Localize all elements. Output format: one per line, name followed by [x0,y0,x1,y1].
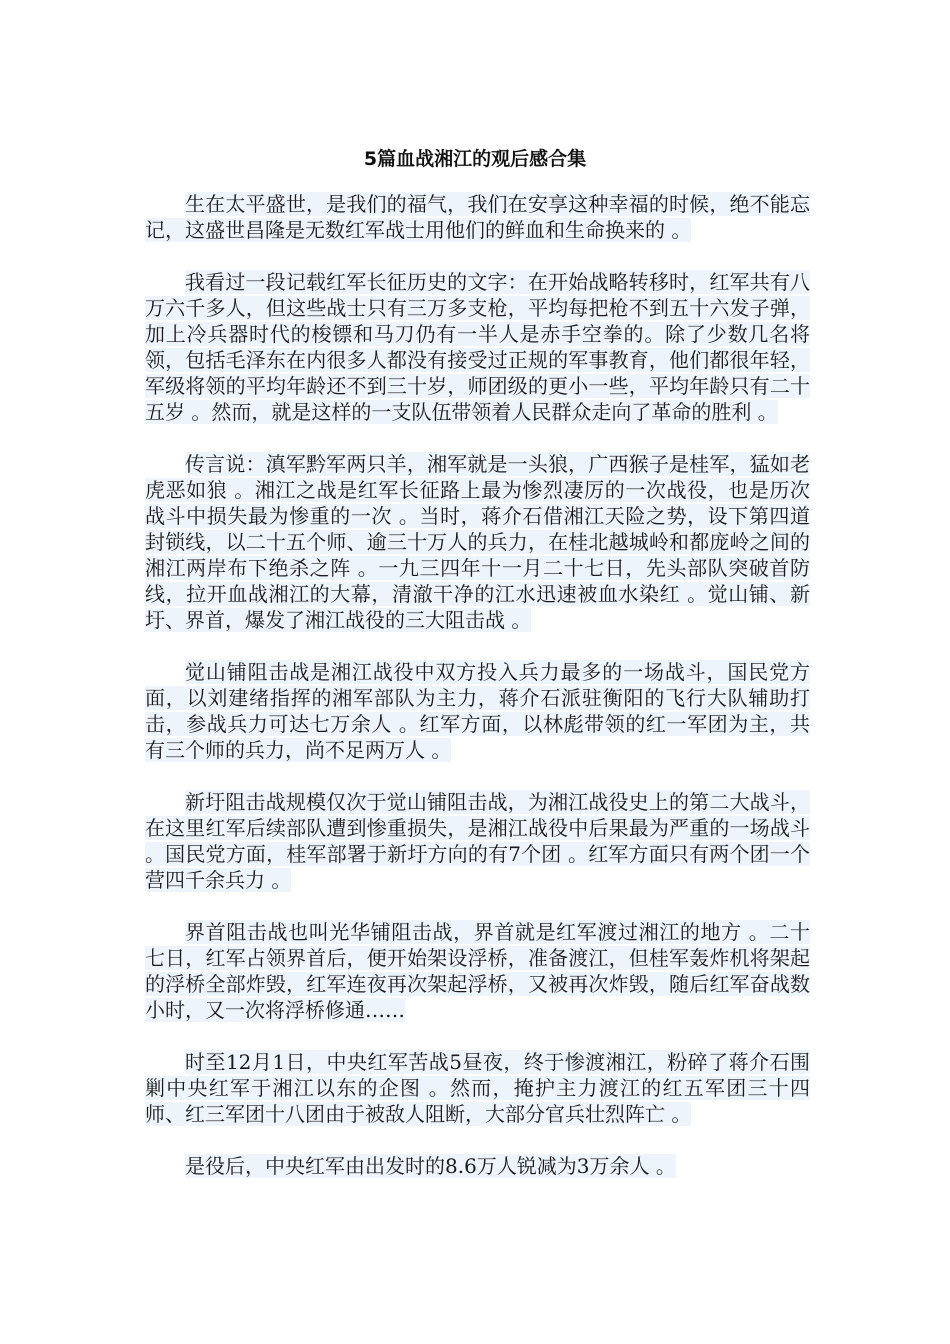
paragraph-6 [145,919,810,1023]
paragraph-5 [145,789,810,893]
paragraph-text: 界首阻击战也叫光华铺阻击战，界首就是红军渡过湘江的地方 。二十七日，红军占领界首后，便开始架设浮桥，准备渡江，但桂军轰炸机将架起的浮桥全部炸毁，红军连夜再次架起浮桥，又被再次炸毁，随后红军奋战数小时，又一次将浮桥修通…… [145,920,810,1022]
paragraph-4 [145,659,810,763]
paragraph-text: 时至12月1日，中央红军苦战5昼夜，终于惨渡湘江，粉碎了蒋介石围剿中央红军于湘江以东的企图 。然而，掩护主力渡江的红五军团三十四师、红三军团十八团由于被敌人阻断，大部分官兵壮烈阵亡 。 [145,1050,810,1126]
document-body [145,191,810,1205]
paragraph-1 [145,191,810,243]
paragraph-text: 新圩阻击战规模仅次于觉山铺阻击战，为湘江战役史上的第二大战斗，在这里红军后续部队遭到惨重损失，是湘江战役中后果最为严重的一场战斗 。国民党方面，桂军部署于新圩方向的有7个团 。红军方面只有两个团一个营四千余兵力 。 [145,790,810,892]
paragraph-8 [145,1153,810,1179]
paragraph-text: 传言说：滇军黔军两只羊，湘军就是一头狼，广西猴子是桂军，猛如老虎恶如狼 。湘江之战是红军长征路上最为惨烈凄厉的一次战役，也是历次战斗中损失最为惨重的一次 。当时，蒋介石借湘江天险之势，设下第四道封锁线，以二十五个师、逾三十万人的兵力，在桂北越城岭和都庞岭之间的湘江两岸布下绝杀之阵 。一九三四年十一月二十七日，先头部队突破首防线，拉开血战湘江的大幕，清澈干净的江水迅速被血水染红 。觉山铺、新圩、界首，爆发了湘江战役的三大阻击战 。 [145,452,810,632]
paragraph-text: 生在太平盛世，是我们的福气，我们在安享这种幸福的时候，绝不能忘记，这盛世昌隆是无数红军战士用他们的鲜血和生命换来的 。 [145,192,810,242]
paragraph-text: 觉山铺阻击战是湘江战役中双方投入兵力最多的一场战斗，国民党方面，以刘建绪指挥的湘军部队为主力，蒋介石派驻衡阳的飞行大队辅助打击，参战兵力可达七万余人 。红军方面，以林彪带领的红一军团为主，共有三个师的兵力，尚不足两万人 。 [145,660,810,762]
paragraph-text: 是役后，中央红军由出发时的8.6万人锐减为3万余人 。 [185,1154,676,1178]
paragraph-2 [145,269,810,425]
paragraph-3 [145,451,810,633]
paragraph-text: 我看过一段记载红军长征历史的文字：在开始战略转移时，红军共有八万六千多人，但这些战士只有三万多支枪，平均每把枪不到五十六发子弹，加上冷兵器时代的梭镖和马刀仍有一半人是赤手空拳的。除了少数几名将领，包括毛泽东在内很多人都没有接受过正规的军事教育，他们都很年轻，军级将领的平均年龄还不到三十岁，师团级的更小一些，平均年龄只有二十五岁 。然而，就是这样的一支队伍带领着人民群众走向了革命的胜利 。 [145,270,810,424]
paragraph-7 [145,1049,810,1127]
document-title: 5篇血战湘江的观后感合集 [363,148,587,170]
